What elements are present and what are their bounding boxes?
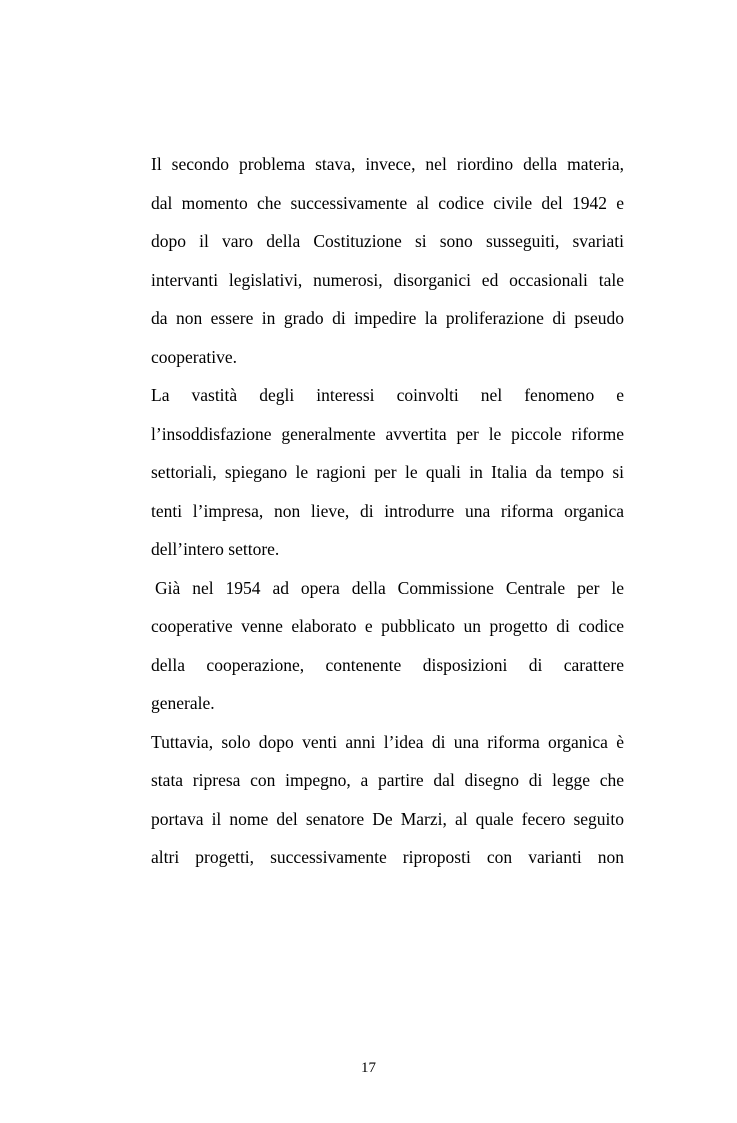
- text-line: settoriali, spiegano le ragioni per le quali in Italia da tempo si: [151, 462, 624, 482]
- text-line: altri progetti, successivamente riproposti con varianti non: [151, 847, 624, 867]
- text-line: l’insoddisfazione generalmente avvertita per le piccole riforme: [151, 423, 624, 444]
- text-line: intervanti legislativi, numerosi, disorganici ed occasionali tale: [151, 269, 624, 290]
- text-line: Tuttavia, solo dopo venti anni l’idea di una riforma organica è: [151, 731, 624, 752]
- page-number: 17: [361, 1060, 376, 1076]
- text-line: dell’intero settore.: [151, 539, 280, 559]
- text-line: della cooperazione, contenente disposizioni di carattere: [151, 654, 624, 675]
- text-line: portava il nome del senatore De Marzi, al quale fecero seguito: [151, 808, 624, 829]
- text-line: Il secondo problema stava, invece, nel riordino della materia,: [151, 154, 624, 174]
- text-line: cooperative.: [151, 346, 237, 367]
- text-line: generale.: [151, 693, 215, 713]
- text-line: tenti l’impresa, non lieve, di introdurre una riforma organica: [151, 500, 624, 521]
- text-line: da non essere in grado di impedire la proliferazione di pseudo: [151, 308, 624, 328]
- text-line: dal momento che successivamente al codice civile del 1942 e: [151, 192, 624, 213]
- text-line: dopo il varo della Costituzione si sono susseguiti, svariati: [151, 231, 624, 251]
- body-text: [151, 145, 624, 877]
- text-line: La vastità degli interessi coinvolti nel fenomeno e: [151, 385, 624, 405]
- text-line: stata ripresa con impegno, a partire dal disegno di legge che: [151, 770, 624, 790]
- text-line: cooperative venne elaborato e pubblicato un progetto di codice: [151, 616, 624, 636]
- text-line: Già nel 1954 ad opera della Commissione Centrale per le: [155, 577, 624, 598]
